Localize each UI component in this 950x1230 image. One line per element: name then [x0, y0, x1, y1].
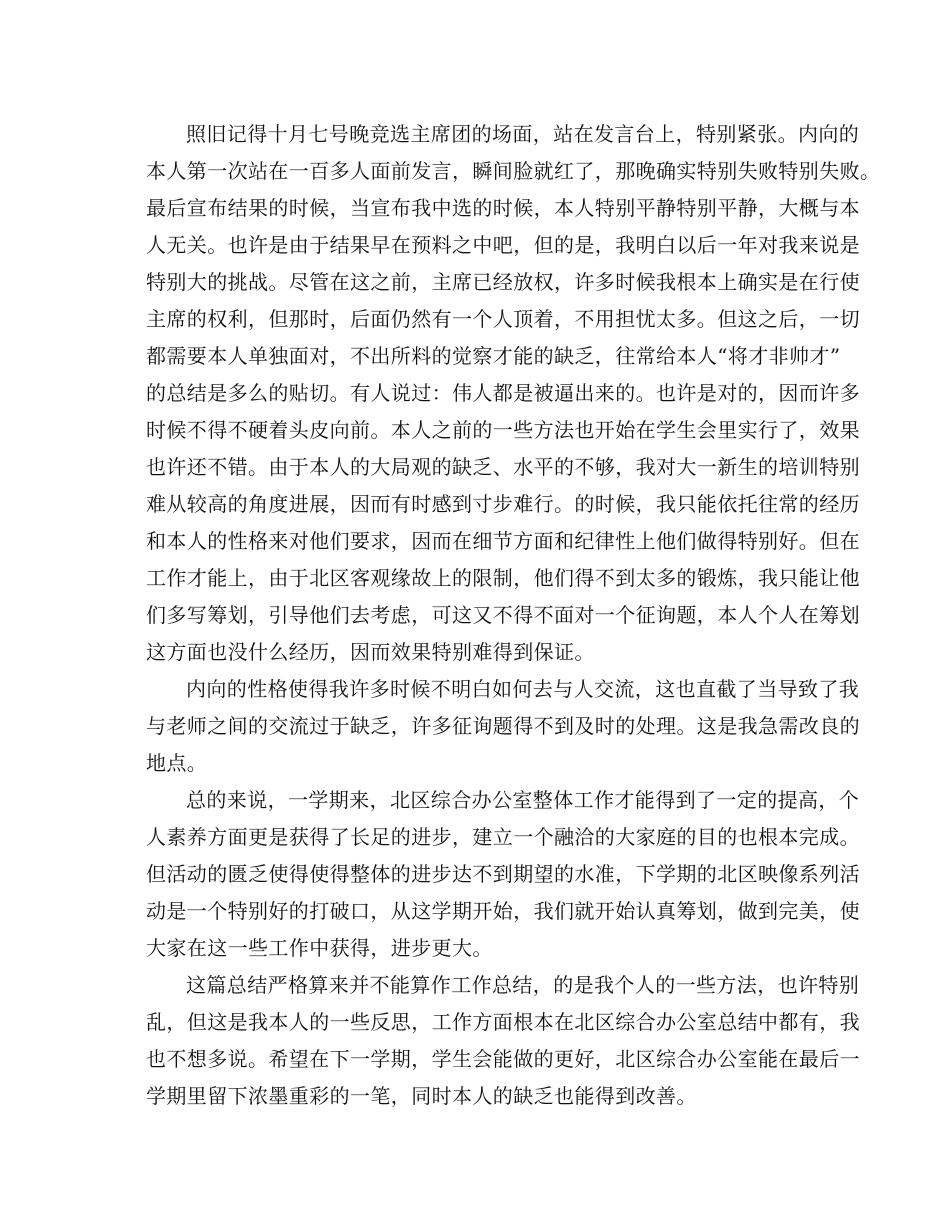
text-line: 也不想多说。希望在下一学期，学生会能做的更好，北区综合办公室能在最后一 — [146, 1047, 860, 1071]
text-line: 照旧记得十月七号晚竞选主席团的场面，站在发言台上，特别紧张。内向的 — [186, 122, 860, 146]
text-line: 学期里留下浓墨重彩的一笔，同时本人的缺乏也能得到改善。 — [146, 1084, 697, 1108]
text-line: 和本人的性格来对他们要求，因而在细节方面和纪律性上他们做得特别好。但在 — [146, 529, 860, 553]
text-line: 人无关。也许是由于结果早在预料之中吧，但的是，我明白以后一年对我来说是 — [146, 233, 860, 257]
text-line: 最后宣布结果的时候，当宣布我中选的时候，本人特别平静特别平静，大概与本 — [146, 196, 860, 220]
text-line: 内向的性格使得我许多时候不明白如何去与人交流，这也直截了当导致了我 — [186, 677, 860, 701]
text-line: 特别大的挑战。尽管在这之前，主席已经放权，许多时候我根本上确实是在行使 — [146, 270, 860, 294]
document-body — [146, 116, 881, 1115]
paragraph-2 — [146, 671, 860, 782]
text-line: 动是一个特别好的打破口，从这学期开始，我们就开始认真筹划，做到完美，使 — [146, 899, 860, 923]
paragraph-4 — [146, 967, 860, 1115]
text-line: 人素养方面更是获得了长足的进步，建立一个融洽的大家庭的目的也根本完成。 — [146, 825, 860, 849]
text-line: 这篇总结严格算来并不能算作工作总结，的是我个人的一些方法，也许特别 — [186, 973, 860, 997]
text-line: 但活动的匮乏使得使得整体的进步达不到期望的水准，下学期的北区映像系列活 — [146, 862, 860, 886]
text-line: 也许还不错。由于本人的大局观的缺乏、水平的不够，我对大一新生的培训特别 — [146, 455, 860, 479]
text-line: 们多写筹划，引导他们去考虑，可这又不得不面对一个征询题，本人个人在筹划 — [146, 603, 860, 627]
text-line: 大家在这一些工作中获得，进步更大。 — [146, 936, 493, 960]
text-line: 地点。 — [146, 751, 208, 775]
text-line: 主席的权利，但那时，后面仍然有一个人顶着，不用担忧太多。但这之后，一切 — [146, 307, 860, 331]
text-line: 总的来说，一学期来，北区综合办公室整体工作才能得到了一定的提高，个 — [186, 788, 860, 812]
text-line: 都需要本人单独面对，不出所料的觉察才能的缺乏，往常给本人“将才非帅才” — [146, 344, 841, 368]
text-line: 的总结是多么的贴切。有人说过：伟人都是被逼出来的。也许是对的，因而许多 — [146, 381, 860, 405]
text-line: 这方面也没什么经历，因而效果特别难得到保证。 — [146, 640, 595, 664]
text-line: 时候不得不硬着头皮向前。本人之前的一些方法也开始在学生会里实行了，效果 — [146, 418, 860, 442]
text-line: 本人第一次站在一百多人面前发言，瞬间脸就红了，那晚确实特别失败特别失败。 — [146, 159, 881, 183]
paragraph-3 — [146, 782, 860, 967]
text-line: 与老师之间的交流过于缺乏，许多征询题得不到及时的处理。这是我急需改良的 — [146, 714, 860, 738]
text-line: 难从较高的角度进展，因而有时感到寸步难行。的时候，我只能依托往常的经历 — [146, 492, 860, 516]
text-line: 工作才能上，由于北区客观缘故上的限制，他们得不到太多的锻炼，我只能让他 — [146, 566, 860, 590]
paragraph-1 — [146, 116, 881, 671]
text-line: 乱，但这是我本人的一些反思，工作方面根本在北区综合办公室总结中都有，我 — [146, 1010, 860, 1034]
